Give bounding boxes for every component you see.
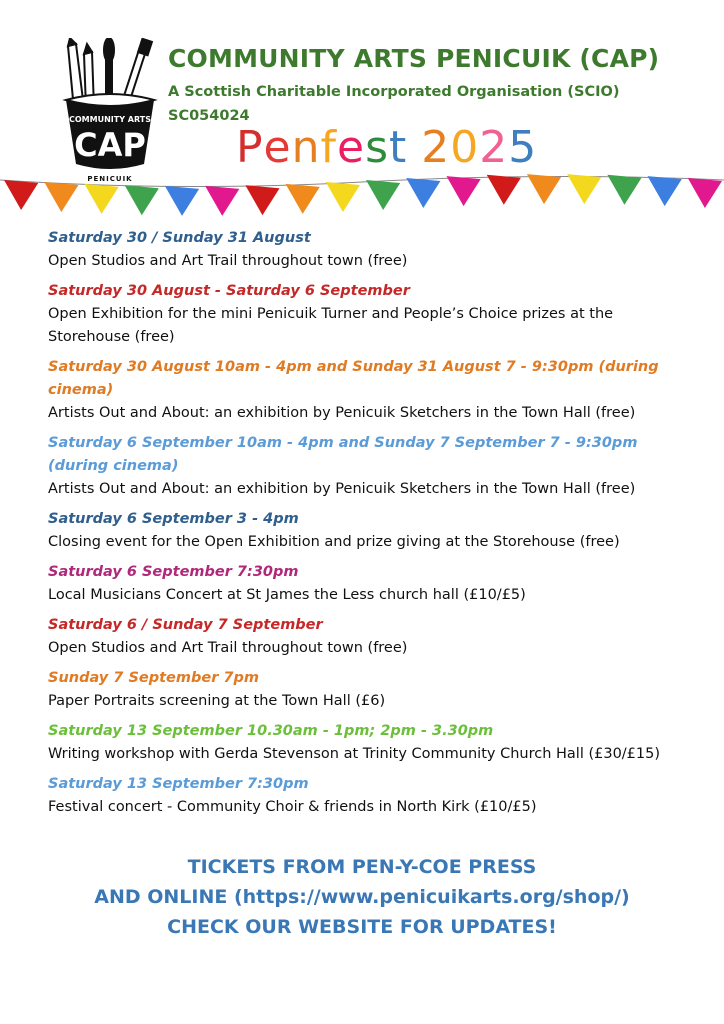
festival-title-letter: 2 <box>479 122 509 173</box>
event-item <box>48 667 688 713</box>
festival-title-letter: 2 <box>421 122 451 173</box>
bunting-flag <box>527 174 561 204</box>
org-subtitle: A Scottish Charitable Incorporated Organisation (SCIO) <box>168 84 620 100</box>
event-date: Saturday 6 September 10am - 4pm and Sunday 7 September 7 - 9:30pm (during cinema) <box>48 435 638 474</box>
event-item <box>48 280 688 349</box>
ticket-line-1: TICKETS FROM PEN-Y-COE PRESS <box>187 856 537 878</box>
ticket-line-2: AND ONLINE (https://www.penicuikarts.org/shop/) <box>94 886 630 908</box>
bunting-flag <box>688 178 722 208</box>
festival-title-letter: P <box>236 122 264 173</box>
event-description: Closing event for the Open Exhibition and prize giving at the Storehouse (free) <box>48 534 620 550</box>
event-date: Saturday 30 / Sunday 31 August <box>48 230 311 246</box>
event-description: Open Studios and Art Trail throughout town (free) <box>48 253 408 269</box>
event-description: Writing workshop with Gerda Stevenson at Trinity Community Church Hall (£30/£15) <box>48 746 661 762</box>
bunting-flag <box>487 175 521 205</box>
bunting-flag <box>205 186 239 216</box>
festival-title-letter: n <box>291 122 321 173</box>
ticket-info <box>0 852 724 942</box>
event-description: Artists Out and About: an exhibition by Penicuik Sketchers in the Town Hall (free) <box>48 481 636 497</box>
event-description: Festival concert - Community Choir & friends in North Kirk (£10/£5) <box>48 799 537 815</box>
bunting-flag <box>165 186 199 216</box>
event-item <box>48 561 688 607</box>
event-item <box>48 227 688 273</box>
festival-title-letter: 0 <box>450 122 480 173</box>
charity-number: SC054024 <box>168 108 250 124</box>
logo-ring-text: COMMUNITY ARTS <box>68 115 152 124</box>
event-item <box>48 773 688 819</box>
logo-cap-text: CAP <box>74 126 146 164</box>
festival-title-letter: s <box>365 122 390 173</box>
festival-title-letter: e <box>263 122 292 173</box>
bunting-flag <box>125 185 159 215</box>
event-date: Saturday 6 / Sunday 7 September <box>48 617 323 633</box>
event-description: Open Studios and Art Trail throughout town (free) <box>48 640 408 656</box>
event-description: Local Musicians Concert at St James the Less church hall (£10/£5) <box>48 587 526 603</box>
event-item <box>48 432 688 501</box>
festival-title-letter: 5 <box>508 122 538 173</box>
bunting-flag <box>286 184 320 214</box>
bunting-flag <box>44 182 78 212</box>
cap-logo <box>56 38 164 186</box>
event-date: Saturday 6 September 3 - 4pm <box>48 511 299 527</box>
event-description: Open Exhibition for the mini Penicuik Turner and People’s Choice prizes at the Storehouse (free) <box>48 306 614 345</box>
bunting-flag <box>84 184 118 214</box>
bunting-flag <box>446 176 480 206</box>
bunting-flag <box>245 185 279 215</box>
event-date: Saturday 30 August 10am - 4pm and Sunday 31 August 7 - 9:30pm (during cinema) <box>48 359 659 398</box>
bunting-flag <box>648 176 682 206</box>
event-date: Saturday 30 August - Saturday 6 September <box>48 283 410 299</box>
bunting-flag <box>406 178 440 208</box>
event-description: Paper Portraits screening at the Town Hall (£6) <box>48 693 386 709</box>
event-date: Saturday 13 September 10.30am - 1pm; 2pm - 3.30pm <box>48 723 494 739</box>
bunting-decoration <box>0 172 724 224</box>
event-list <box>48 227 688 826</box>
org-title: COMMUNITY ARTS PENICUIK (CAP) <box>168 44 660 73</box>
bunting-flag <box>366 180 400 210</box>
event-item <box>48 614 688 660</box>
festival-title-letter: e <box>337 122 366 173</box>
bunting-flag <box>567 174 601 204</box>
event-item <box>48 356 688 425</box>
bunting-flag <box>4 180 38 210</box>
event-description: Artists Out and About: an exhibition by Penicuik Sketchers in the Town Hall (free) <box>48 405 636 421</box>
event-item <box>48 508 688 554</box>
bunting-flag <box>607 175 641 205</box>
event-date: Saturday 6 September 7:30pm <box>48 564 299 580</box>
event-date: Saturday 13 September 7:30pm <box>48 776 309 792</box>
festival-title <box>236 122 538 173</box>
logo-penicuik-text: PENICUIK <box>87 175 133 183</box>
event-date: Sunday 7 September 7pm <box>48 670 259 686</box>
festival-title-letter: t <box>389 122 408 173</box>
event-item <box>48 720 688 766</box>
bunting-flag <box>326 182 360 212</box>
ticket-line-3: CHECK OUR WEBSITE FOR UPDATES! <box>167 916 557 938</box>
festival-title-letter: f <box>320 122 338 173</box>
